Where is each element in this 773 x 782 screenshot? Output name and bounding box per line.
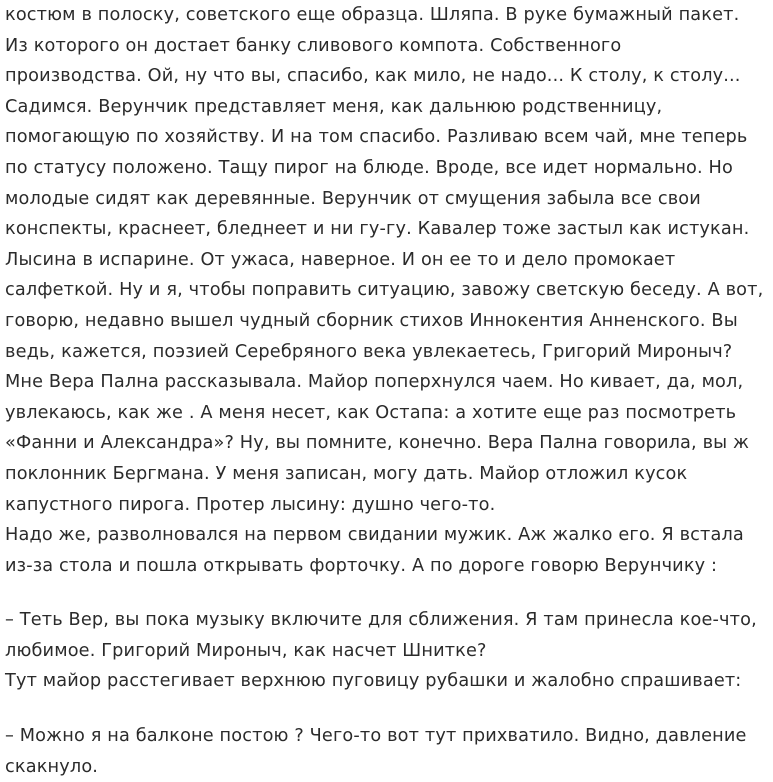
paragraph-2: [5, 605, 773, 697]
text-line: – Можно я на балконе постою ? Чего-то вот тут прихватило. Видно, давление: [5, 726, 747, 747]
text-line: производства. Ой, ну что вы, спасибо, как мило, не надо... К столу, к столу...: [5, 66, 741, 87]
text-line: поклонник Бергмана. У меня записан, могу дать. Майор отложил кусок: [5, 463, 688, 484]
text-line: салфеткой. Ну и я, чтобы поправить ситуацию, завожу светскую беседу. А вот,: [5, 280, 764, 301]
text-line: конспекты, краснеет, бледнеет и ни гу-гу. Кавалер тоже застыл как истукан.: [5, 219, 750, 240]
text-line: Из которого он достает банку сливового компота. Собственного: [5, 35, 622, 56]
text-line: любимое. Григорий Мироныч, как насчет Шнитке?: [5, 640, 487, 661]
text-line: Садимся. Верунчик представляет меня, как дальнюю родственницу,: [5, 96, 663, 117]
text-line: помогающую по хозяйству. И на том спасибо. Разливаю всем чай, мне теперь: [5, 127, 748, 148]
paragraph-gap: [5, 697, 773, 721]
text-line: Надо же, разволновался на первом свидании мужик. Аж жалко его. Я встала: [5, 525, 744, 546]
article-text: [5, 0, 773, 782]
text-line: «Фанни и Александра»? Ну, вы помните, конечно. Вера Пална говорила, вы ж: [5, 433, 750, 454]
text-line: Тут майор расстегивает верхнюю пуговицу рубашки и жалобно спрашивает:: [5, 671, 742, 692]
text-line: капустного пирога. Протер лысину: душно чего-то.: [5, 494, 496, 515]
text-line: – Теть Вер, вы пока музыку включите для сближения. Я там принесла кое-что,: [5, 610, 757, 631]
text-line: из-за стола и пошла открывать форточку. А по дороге говорю Верунчику :: [5, 555, 718, 576]
text-line: молодые сидят как деревянные. Верунчик от смущения забыла все свои: [5, 188, 701, 209]
paragraph-gap: [5, 581, 773, 605]
text-line: по статусу положено. Тащу пирог на блюде. Вроде, все идет нормально. Но: [5, 157, 733, 178]
paragraph-1: [5, 0, 773, 581]
text-line: Мне Вера Пална рассказывала. Майор поперхнулся чаем. Но кивает, да, мол,: [5, 372, 744, 393]
text-line: костюм в полоску, советского еще образца. Шляпа. В руке бумажный пакет.: [5, 5, 740, 25]
text-line: ведь, кажется, поэзией Серебряного века увлекаетесь, Григорий Мироныч?: [5, 341, 733, 362]
text-line: Лысина в испарине. От ужаса, наверное. И он ее то и дело промокает: [5, 249, 676, 270]
text-line: говорю, недавно вышел чудный сборник стихов Иннокентия Анненского. Вы: [5, 310, 738, 331]
text-line: скакнуло.: [5, 756, 99, 777]
paragraph-3: [5, 721, 773, 782]
text-line: увлекаюсь, как же . А меня несет, как Остапа: а хотите еще раз посмотреть: [5, 402, 737, 423]
